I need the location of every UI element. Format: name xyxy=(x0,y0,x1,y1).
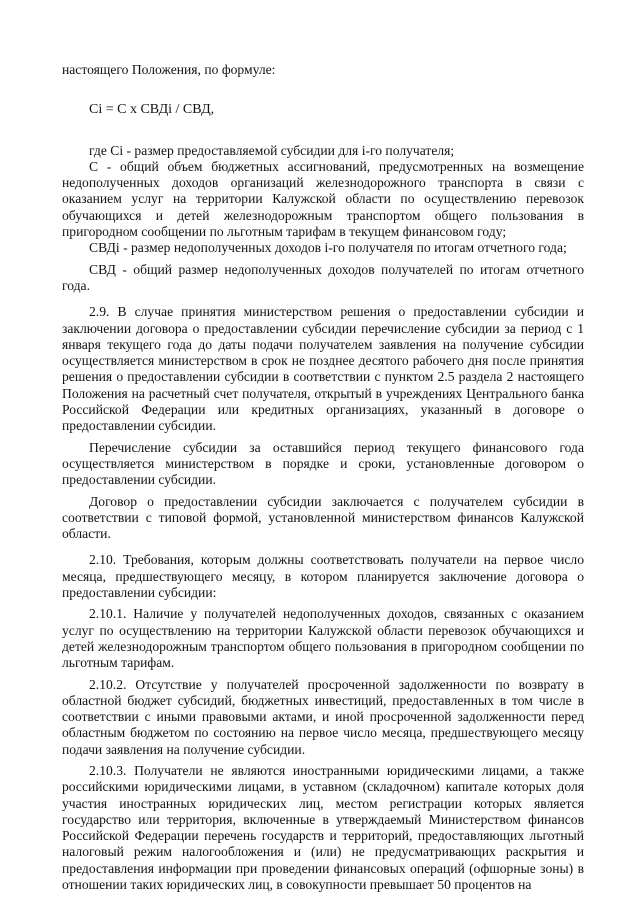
paragraph-c-definition: С - общий объем бюджетных ассигнований, предусмотренных на возмещение недополученных доходов организаций железнодорожного транспорта в связи с оказанием услуг на территории Калужской области по осуществлению перевозок обучающихся и детей железнодорожным транспортом общего пользования в пригородном сообщении по льготным тарифам в текущем финансовом году; xyxy=(62,158,584,240)
paragraph-svdi-definition: СВДi - размер недополученных доходов i-го получателя по итогам отчетного года; xyxy=(89,240,567,256)
paragraph-intro: настоящего Положения, по формуле: xyxy=(62,62,276,77)
paragraph-2-10-1: 2.10.1. Наличие у получателей недополученных доходов, связанных с оказанием услуг по осуществлению на территории Калужской области перевозок обучающихся и детей железнодорожным транспортом общего пользования в пригородном сообщении по льготным тарифам. xyxy=(62,606,584,671)
paragraph-svd-definition: СВД - общий размер недополученных доходов получателей по итогам отчетного года. xyxy=(62,261,584,293)
paragraph-2-10-2: 2.10.2. Отсутствие у получателей просроченной задолженности по возврату в областной бюджет субсидий, бюджетных инвестиций, предоставленных в том числе в соответствии с иными правовыми актами, и иной просроченной задолженности перед областным бюджетом по состоянию на первое число месяца, предшествующего месяцу подачи заявления на получение субсидии. xyxy=(62,676,584,757)
formula: Ci = C x СВДi / СВД, xyxy=(89,102,215,118)
paragraph-2-10: 2.10. Требования, которым должны соответствовать получатели на первое число месяца, предшествующего месяцу, в котором планируется заключение договора о предоставлении субсидии: xyxy=(62,552,584,601)
paragraph-agreement-form: Договор о предоставлении субсидии заключается с получателем субсидии в соответствии с типовой формой, установленной министерством финансов Калужской области. xyxy=(62,493,584,542)
paragraph-2-9: 2.9. В случае принятия министерством решения о предоставлении субсидии и заключении договора о предоставлении субсидии перечисление субсидии за период с 1 января текущего года до даты подачи получателем заявления на получение субсидии осуществляется министерством в срок не позднее десятого рабочего дня после принятия решения о предоставлении субсидии в соответствии с пунктом 2.5 раздела 2 настоящего Положения на расчетный счет получателя, открытый в учреждениях Центрального банка Российской Федерации или кредитных организациях, указанный в договоре о предоставлении субсидии. xyxy=(62,304,584,434)
paragraph-2-10-3: 2.10.3. Получатели не являются иностранными юридическими лицами, а также российскими юридическими лицами, в уставном (складочном) капитале которых доля участия иностранных юридических лиц, местом регистрации которых является государство или территория, включенные в утверждаемый Министерством финансов Российской Федерации перечень государств и территорий, предоставляющих льготный налоговый режим налогообложения и (или) не предусматривающих раскрытия и предоставления информации при проведении финансовых операций (офшорные зоны) в отношении таких юридических лиц, в совокупности превышает 50 процентов на xyxy=(62,762,584,893)
paragraph-transfer-remaining: Перечисление субсидии за оставшийся период текущего финансового года осуществляется министерством в порядке и сроки, установленные договором о предоставлении субсидии. xyxy=(62,439,584,488)
paragraph-ci-definition: где Ci - размер предоставляемой субсидии для i-го получателя; xyxy=(89,142,455,158)
